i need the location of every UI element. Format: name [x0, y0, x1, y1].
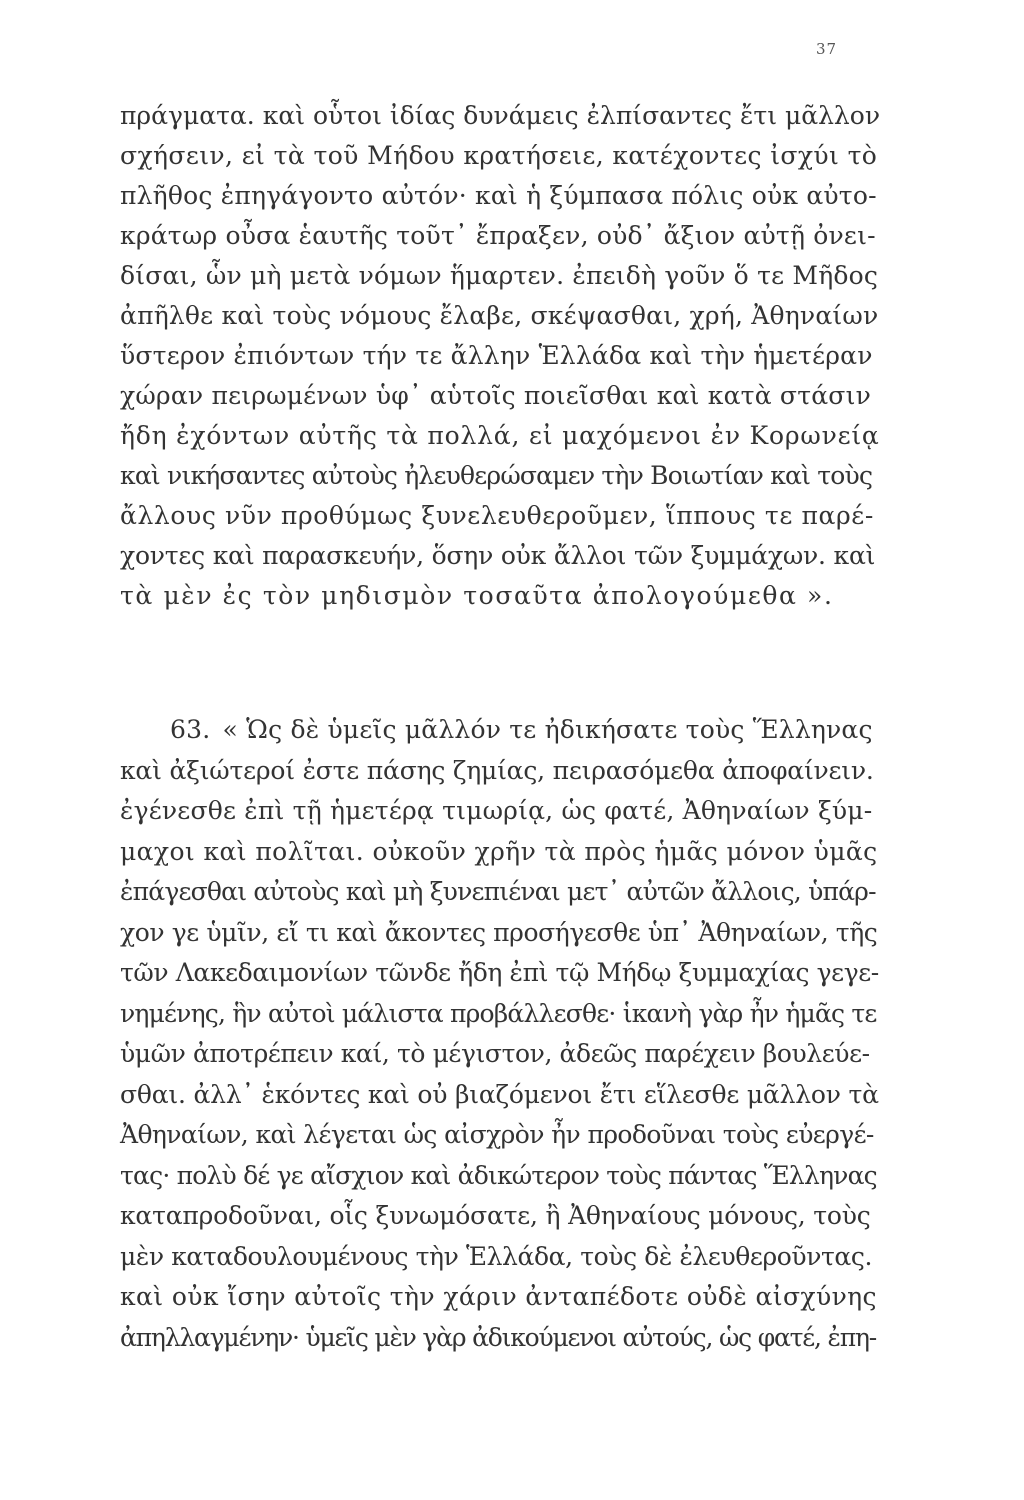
text-line: ὕστερον ἐπιόντων τήν τε ἄλλην Ἑλλάδα καὶ τὴν ἡμετέραν [120, 341, 873, 370]
text-line: καὶ νικήσαντες αὐτοὺς ἠλευθερώσαμεν τὴν Βοιωτίαν καὶ τοὺς [120, 461, 873, 490]
text-line: μὲν καταδουλουμένους τὴν Ἑλλάδα, τοὺς δὲ ἐλευθεροῦντας. [120, 1241, 873, 1271]
page-number: 37 [816, 40, 838, 58]
text-line: Ἀθηναίων, καὶ λέγεται ὡς αἰσχρὸν ἦν προδοῦναι τοὺς εὐεργέ- [120, 1120, 874, 1149]
text-line: σχήσειν, εἰ τὰ τοῦ Μήδου κρατήσειε, κατέχοντες ἰσχύι τὸ [120, 141, 878, 170]
text-line: ἄλλους νῦν προθύμως ξυνελευθεροῦμεν, ἵππους τε παρέ- [120, 501, 874, 530]
text-line: ἀπῆλθε καὶ τοὺς νόμους ἔλαβε, σκέψασθαι, χρή, Ἀθηναίων [120, 301, 879, 330]
passage-continuation [120, 96, 880, 616]
chapter-number: 63. [170, 715, 211, 744]
text-line: ἐπάγεσθαι αὐτοὺς καὶ μὴ ξυνεπιέναι μετ᾽ αὐτῶν ἄλλοις, ὑπάρ- [120, 877, 876, 906]
chapter-63-passage [120, 710, 880, 1358]
text-line: μαχοι καὶ πολῖται. οὐκοῦν χρῆν τὰ πρὸς ἡμᾶς μόνον ὑμᾶς [120, 836, 878, 866]
text-line: καὶ ἀξιώτεροί ἐστε πάσης ζημίας, πειρασόμεθα ἀποφαίνειν. [120, 755, 874, 785]
text-line: τῶν Λακεδαιμονίων τῶνδε ἤδη ἐπὶ τῷ Μήδῳ ξυμμαχίας γεγε- [120, 958, 879, 987]
text-line: τας· πολὺ δέ γε αἴσχιον καὶ ἀδικώτερον τοὺς πάντας Ἕλληνας [120, 1160, 877, 1190]
text-line: νημένης, ἣν αὐτοὶ μάλιστα προβάλλεσθε· ἱκανὴ γὰρ ἦν ἡμᾶς τε [120, 998, 877, 1028]
text-line: καταπροδοῦναι, οἷς ξυνωμόσατε, ἢ Ἀθηναίους μόνους, τοὺς [120, 1201, 871, 1230]
text-line: πλῆθος ἐπηγάγοντο αὐτόν· καὶ ἡ ξύμπασα πόλις οὐκ αὐτο- [120, 181, 877, 210]
text-line: χον γε ὑμῖν, εἴ τι καὶ ἄκοντες προσήγεσθε ὑπ᾽ Ἀθηναίων, τῆς [120, 917, 878, 947]
text-line: τὰ μὲν ἐς τὸν μηδισμὸν τοσαῦτα ἀπολογούμεθα ». [120, 581, 834, 610]
text-line: ὑμῶν ἀποτρέπειν καί, τὸ μέγιστον, ἀδεῶς παρέχειν βουλεύε- [120, 1039, 870, 1068]
text-line: ἤδη ἐχόντων αὐτῆς τὰ πολλά, εἰ μαχόμενοι ἐν Κορωνείᾳ [120, 421, 880, 450]
text-line: δίσαι, ὧν μὴ μετὰ νόμων ἥμαρτεν. ἐπειδὴ γοῦν ὅ τε Μῆδος [120, 261, 879, 290]
chapter-opening-text: « Ὡς δὲ ὑμεῖς μᾶλλόν τε ἠδικήσατε τοὺς Ἕλληνας [222, 715, 873, 744]
text-line: χώραν πειρωμένων ὑφ᾽ αὑτοῖς ποιεῖσθαι καὶ κατὰ στάσιν [120, 381, 871, 410]
text-line: ἐγένεσθε ἐπὶ τῇ ἡμετέρᾳ τιμωρίᾳ, ὡς φατέ, Ἀθηναίων ξύμ- [120, 796, 873, 825]
text-line: ἀπηλλαγμένην· ὑμεῖς μὲν γὰρ ἀδικούμενοι αὐτούς, ὡς φατέ, ἐπη- [120, 1322, 877, 1352]
text-line: πράγματα. καὶ οὗτοι ἰδίας δυνάμεις ἐλπίσαντες ἔτι μᾶλλον [120, 101, 881, 130]
text-line: καὶ οὐκ ἴσην αὐτοῖς τὴν χάριν ἀνταπέδοτε οὐδὲ αἰσχύνης [120, 1282, 877, 1311]
text-line: κράτωρ οὖσα ἑαυτῆς τοῦτ᾽ ἔπραξεν, οὐδ᾽ ἄξιον αὐτῇ ὀνει- [120, 221, 876, 250]
text-line: σθαι. ἀλλ᾽ ἑκόντες καὶ οὐ βιαζόμενοι ἔτι εἵλεσθε μᾶλλον τὰ [120, 1079, 879, 1109]
text-line: χοντες καὶ παρασκευήν, ὅσην οὐκ ἄλλοι τῶν ξυμμάχων. καὶ [120, 541, 876, 570]
chapter-first-line [120, 710, 880, 751]
